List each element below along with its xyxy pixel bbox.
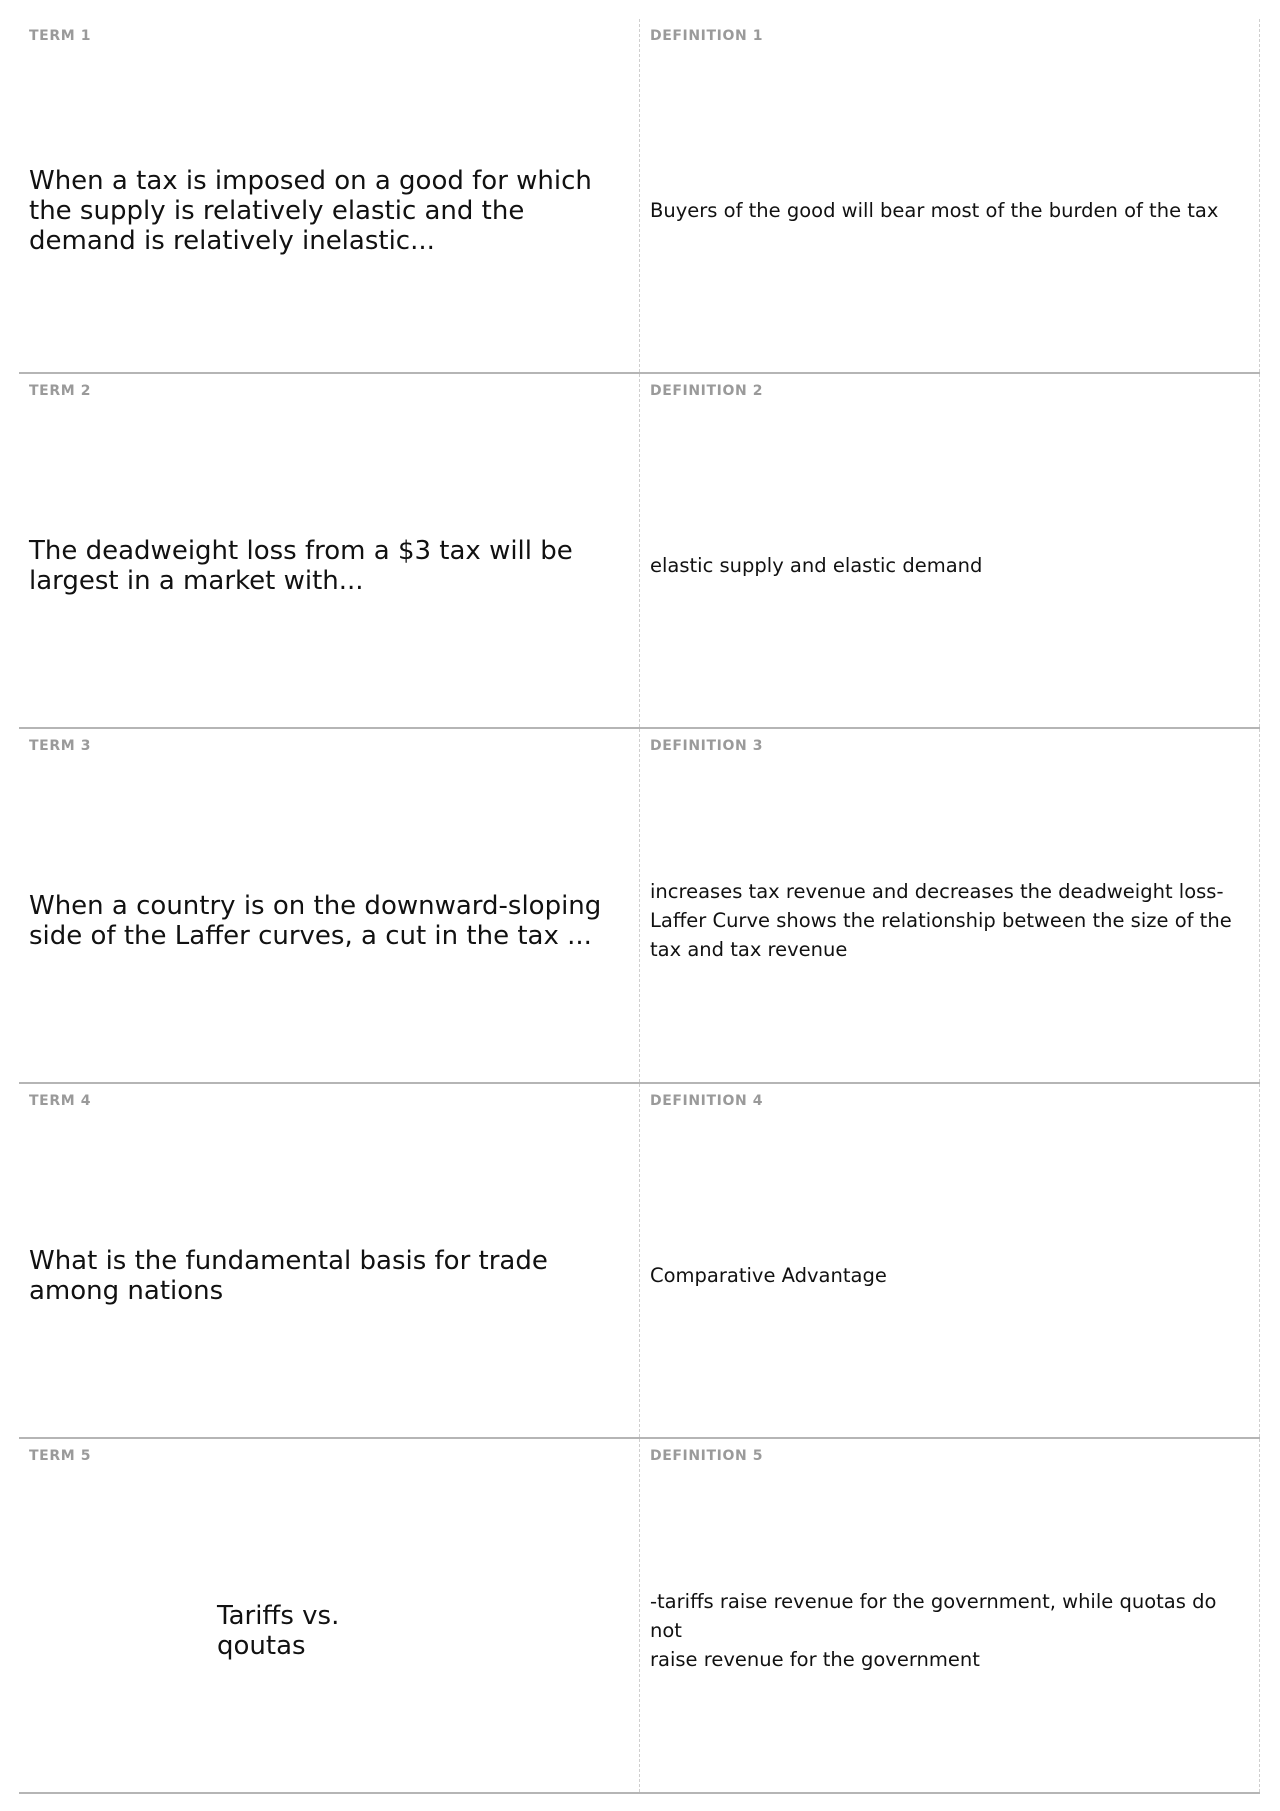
flashcard-sheet <box>19 19 1260 1794</box>
term-content <box>29 414 631 717</box>
definition-label: DEFINITION 4 <box>650 1093 764 1109</box>
term-cell <box>19 1439 640 1792</box>
definition-text: -tariffs raise revenue for the government, while quotas do not raise revenue for the government <box>650 1590 1217 1671</box>
card-row <box>19 374 1260 729</box>
definition-text: increases tax revenue and decreases the deadweight loss- Laffer Curve shows the relationship between the size of the tax and tax revenue <box>650 880 1232 961</box>
definition-label: DEFINITION 3 <box>650 738 764 754</box>
term-text: Tariffs vs. qoutas <box>217 1600 340 1661</box>
term-text: When a tax is imposed on a good for which the supply is relatively elastic and the demand is relatively inelastic... <box>29 165 592 256</box>
definition-cell <box>640 374 1260 727</box>
term-label: TERM 4 <box>29 1093 92 1109</box>
definition-content <box>650 59 1251 362</box>
term-cell <box>19 1084 640 1437</box>
term-content <box>29 59 631 362</box>
definition-content <box>650 1124 1251 1427</box>
definition-content <box>650 414 1251 717</box>
term-cell <box>19 729 640 1082</box>
term-label: TERM 5 <box>29 1448 92 1464</box>
definition-label: DEFINITION 1 <box>650 28 764 44</box>
card-row <box>19 1084 1260 1439</box>
term-label: TERM 2 <box>29 383 92 399</box>
term-text: When a country is on the downward-sloping side of the Laffer curves, a cut in the tax ... <box>29 890 602 951</box>
term-label: TERM 3 <box>29 738 92 754</box>
definition-cell <box>640 1084 1260 1437</box>
term-text: What is the fundamental basis for trade among nations <box>29 1245 548 1306</box>
term-text: The deadweight loss from a $3 tax will be largest in a market with... <box>29 535 573 596</box>
card-row <box>19 729 1260 1084</box>
term-content <box>217 1479 631 1782</box>
card-row <box>19 19 1260 374</box>
term-content <box>29 1124 631 1427</box>
definition-cell <box>640 19 1260 372</box>
definition-cell <box>640 1439 1260 1792</box>
definition-content <box>650 769 1251 1072</box>
definition-content <box>650 1479 1251 1782</box>
term-cell <box>19 374 640 727</box>
term-cell <box>19 19 640 372</box>
definition-cell <box>640 729 1260 1082</box>
card-row <box>19 1439 1260 1794</box>
definition-label: DEFINITION 2 <box>650 383 764 399</box>
definition-text: Buyers of the good will bear most of the burden of the tax <box>650 199 1219 222</box>
term-label: TERM 1 <box>29 28 92 44</box>
definition-text: Comparative Advantage <box>650 1264 887 1287</box>
definition-text: elastic supply and elastic demand <box>650 554 983 577</box>
term-content <box>29 769 631 1072</box>
definition-label: DEFINITION 5 <box>650 1448 764 1464</box>
